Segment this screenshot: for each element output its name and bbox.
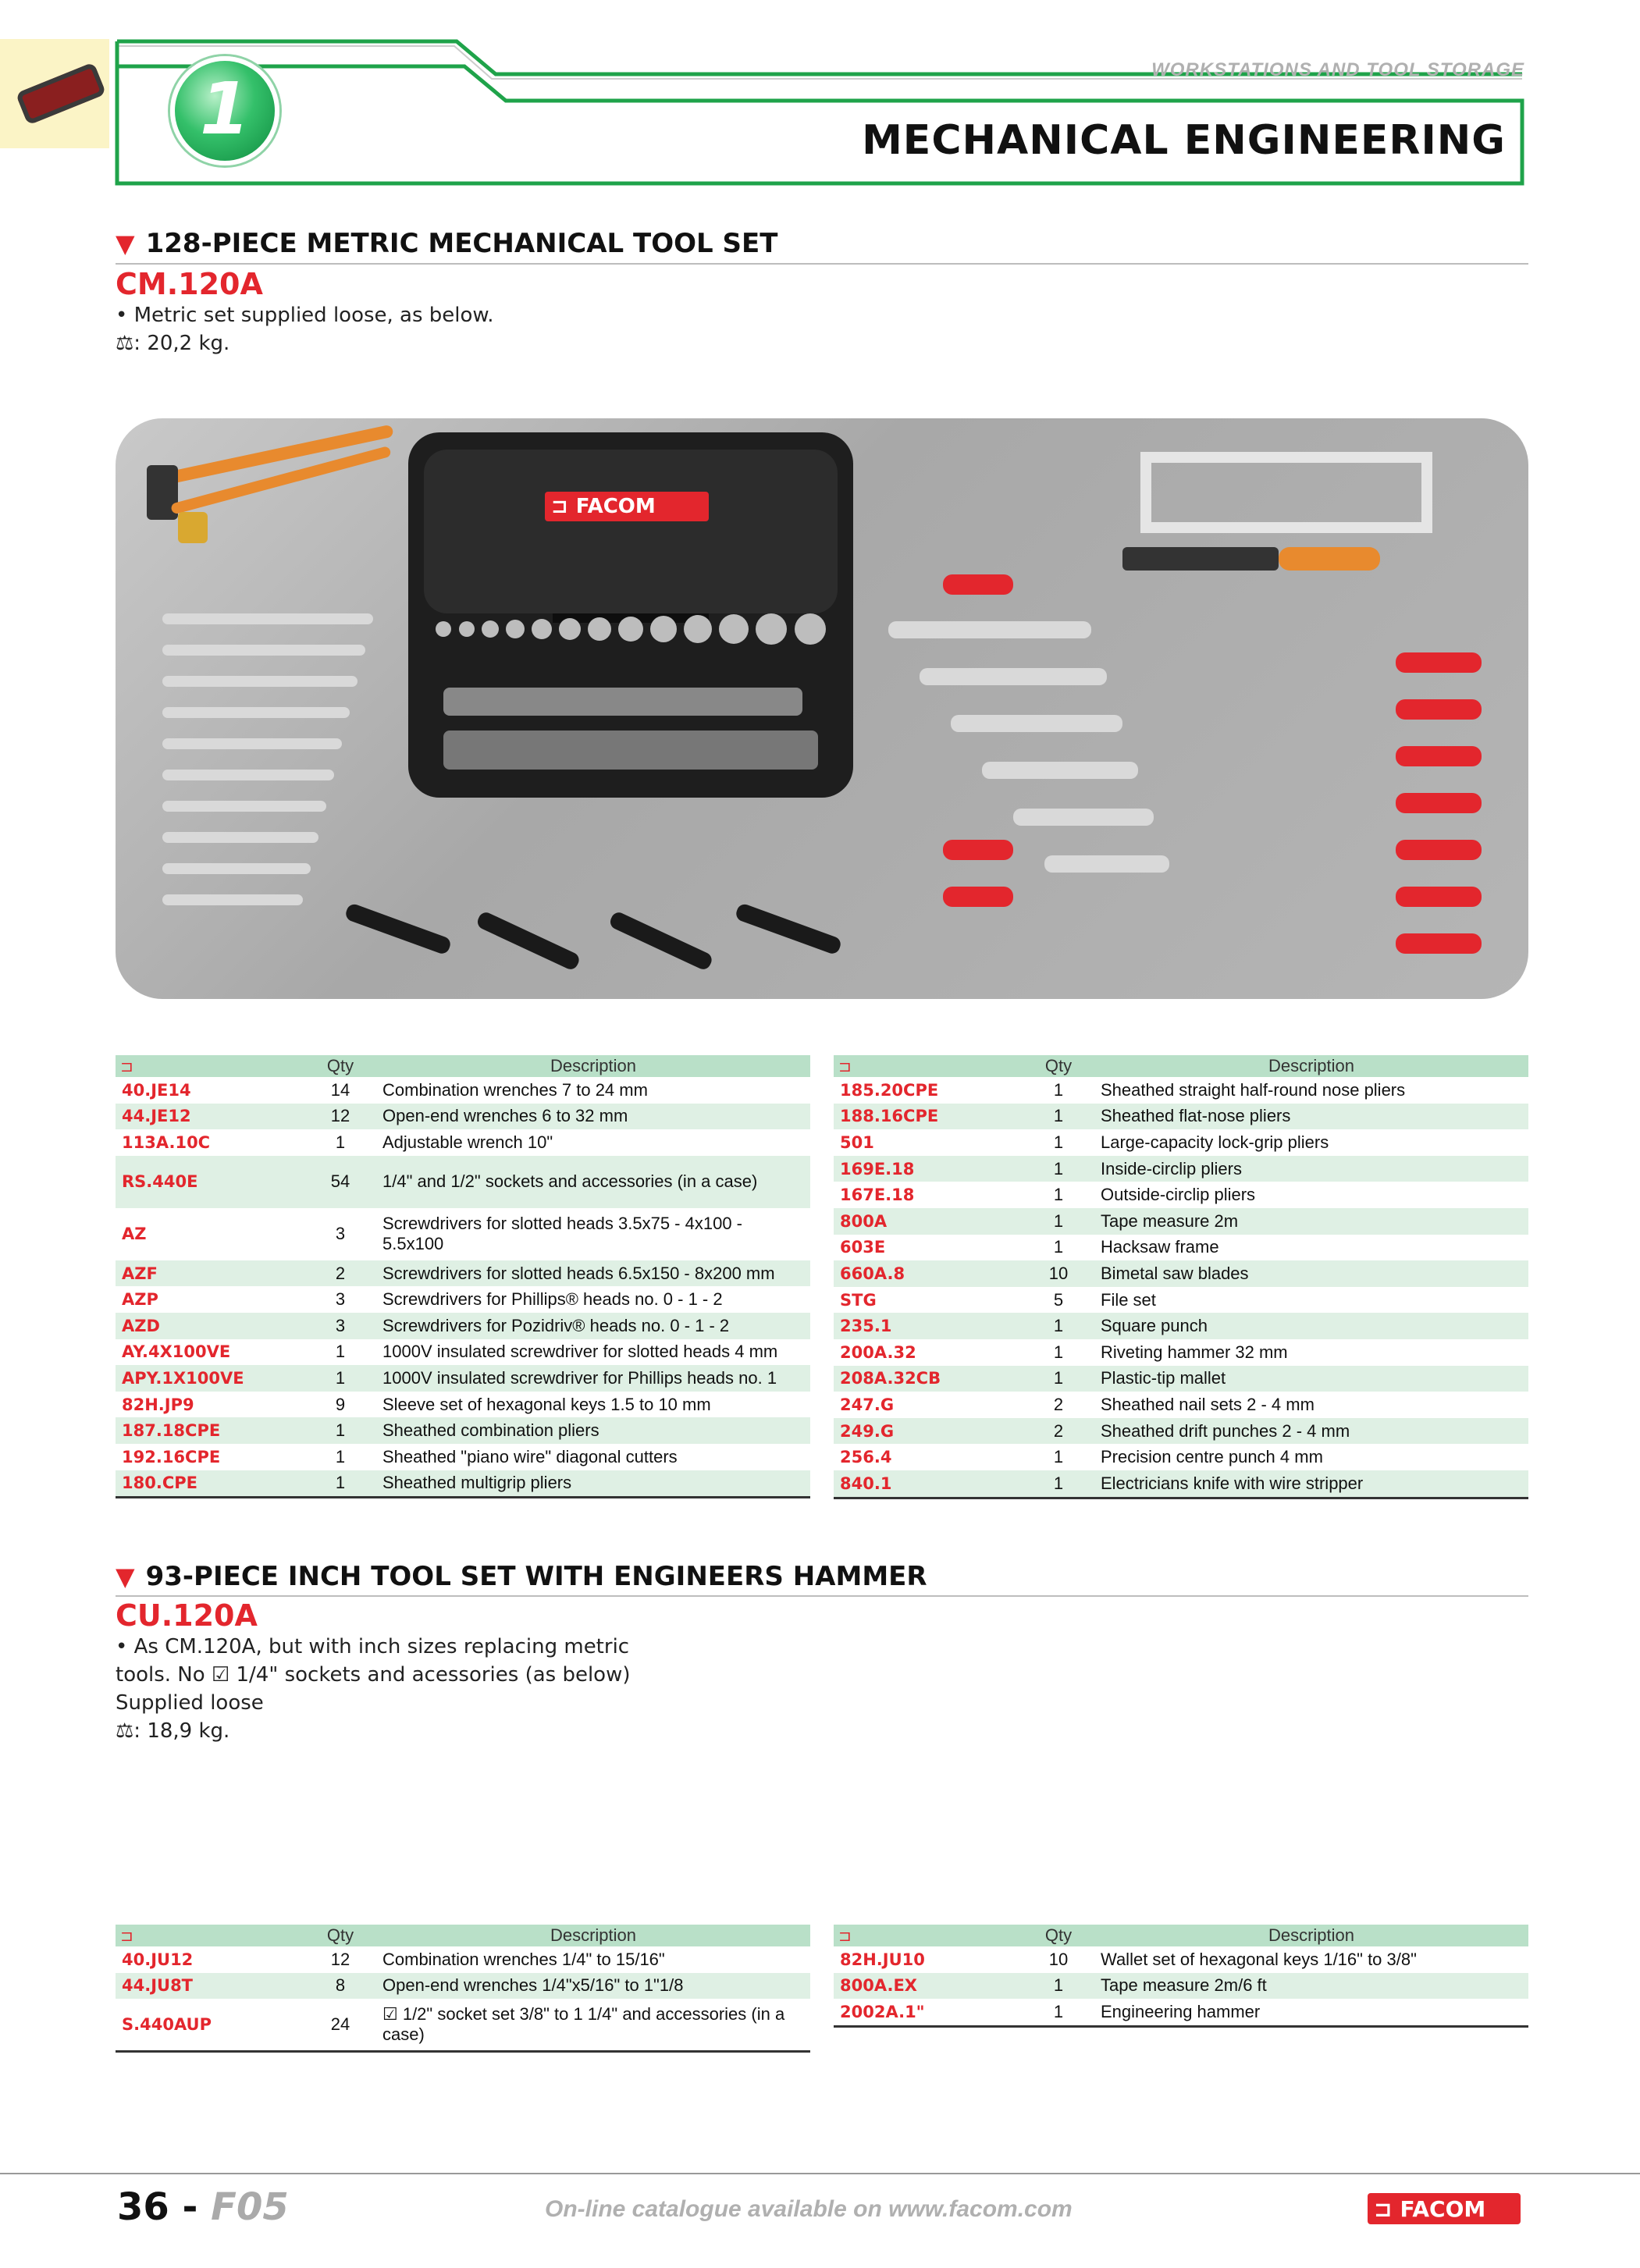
product-reference: 800A <box>834 1208 1023 1235</box>
product-reference: 185.20CPE <box>840 1080 939 1100</box>
quantity: 1 <box>304 1417 376 1444</box>
quantity: 1 <box>304 1470 376 1498</box>
set1-reference: CM.120A <box>116 267 263 301</box>
quantity: 10 <box>1023 1260 1094 1287</box>
description: Plastic-tip mallet <box>1094 1366 1528 1392</box>
table-row <box>116 1946 810 1973</box>
table-row <box>116 1129 810 1156</box>
chapter-number: 1 <box>199 67 250 151</box>
quantity: 1 <box>1053 1447 1064 1467</box>
product-reference: 247.G <box>840 1395 895 1414</box>
table-row <box>116 1470 810 1498</box>
facom-logo: ⊐ FACOM <box>1368 2193 1521 2224</box>
quantity: 2 <box>1053 1394 1064 1414</box>
table-row <box>116 1104 810 1130</box>
product-reference: 188.16CPE <box>834 1104 1023 1130</box>
quantity: 1 <box>335 1342 346 1362</box>
table-row <box>116 1999 810 2051</box>
table-row <box>116 1444 810 1470</box>
table-row <box>834 1999 1528 2026</box>
table-row <box>834 1313 1528 1339</box>
footer-divider <box>0 2173 1640 2174</box>
description: Screwdrivers for Phillips® heads no. 0 - 1 - 2 <box>382 1289 723 1310</box>
description: ☑ 1/2" socket set 3/8" to 1 1/4" and accessories (in a case) <box>376 1999 810 2051</box>
table-row <box>834 1260 1528 1287</box>
product-reference: AZF <box>116 1260 304 1287</box>
description: Open-end wrenches 1/4"x5/16" to 1"1/8 <box>376 1973 810 2000</box>
online-catalogue-link[interactable]: On-line catalogue available on www.facom.com <box>545 2196 1073 2222</box>
photo-facom-logo: ⊐ FACOM <box>545 492 709 521</box>
product-reference: 169E.18 <box>834 1156 1023 1182</box>
table-row <box>116 1208 810 1260</box>
description: Open-end wrenches 6 to 32 mm <box>376 1104 810 1130</box>
table-row <box>834 1946 1528 1973</box>
product-reference: RS.440E <box>116 1156 304 1208</box>
quantity: 5 <box>1053 1289 1064 1310</box>
quantity: 12 <box>304 1104 376 1130</box>
product-reference: STG <box>840 1290 877 1310</box>
product-reference: 256.4 <box>840 1448 892 1467</box>
description: Square punch <box>1094 1313 1528 1339</box>
page-code: F05 <box>211 2185 289 2229</box>
set1-description: • Metric set supplied loose, as below. <box>116 304 494 327</box>
set2-table-left <box>116 1925 810 2053</box>
table-row <box>834 1366 1528 1392</box>
description: Sheathed combination pliers <box>376 1417 810 1444</box>
description: Screwdrivers for slotted heads 3.5x75 - 4x100 - 5.5x100 <box>382 1214 743 1254</box>
triangle-marker-icon: ▼ <box>116 229 135 258</box>
description: Sheathed nail sets 2 - 4 mm <box>1101 1394 1314 1414</box>
page-number: 36 - F05 <box>117 2185 289 2229</box>
description: Sheathed "piano wire" diagonal cutters <box>382 1446 678 1466</box>
description: Riveting hammer 32 mm <box>1101 1342 1288 1362</box>
table-row <box>834 1470 1528 1498</box>
table-row <box>834 1418 1528 1445</box>
quantity: 3 <box>335 1224 346 1244</box>
product-reference: S.440AUP <box>116 1999 304 2051</box>
table-row <box>834 1077 1528 1104</box>
set1-table-left <box>116 1055 810 1498</box>
description: File set <box>1101 1289 1156 1310</box>
quantity: 1 <box>304 1365 376 1392</box>
description: Tape measure 2m/6 ft <box>1094 1973 1528 2000</box>
product-reference: AZP <box>122 1290 158 1310</box>
quantity: 8 <box>304 1973 376 2000</box>
quantity: 3 <box>304 1313 376 1339</box>
product-reference: 167E.18 <box>840 1186 915 1205</box>
product-reference: 208A.32CB <box>834 1366 1023 1392</box>
column-header-reference: ⊐ <box>116 1925 304 1946</box>
product-reference: 82H.JP9 <box>122 1395 194 1414</box>
quantity: 1 <box>1023 1156 1094 1182</box>
table-row <box>834 1208 1528 1235</box>
table-row <box>116 1973 810 2000</box>
table-row <box>116 1286 810 1313</box>
product-reference: AY.4X100VE <box>122 1342 231 1362</box>
description: Tape measure 2m <box>1094 1208 1528 1235</box>
product-reference: APY.1X100VE <box>116 1365 304 1392</box>
product-reference: 44.JE12 <box>116 1104 304 1130</box>
description: Large-capacity lock-grip pliers <box>1101 1132 1329 1152</box>
table-row <box>116 1392 810 1418</box>
description: Adjustable wrench 10" <box>382 1132 553 1152</box>
quantity: 1 <box>1023 1470 1094 1498</box>
description: Sleeve set of hexagonal keys 1.5 to 10 mm <box>382 1394 711 1414</box>
set2-description-line-3: Supplied loose <box>116 1691 264 1715</box>
product-reference: 113A.10C <box>122 1132 211 1152</box>
table-row <box>116 1339 810 1366</box>
table-row <box>834 1129 1528 1156</box>
table-row <box>116 1417 810 1444</box>
description: Precision centre punch 4 mm <box>1101 1447 1323 1467</box>
product-reference: 44.JU8T <box>116 1973 304 2000</box>
quantity: 2 <box>1023 1418 1094 1445</box>
table-row <box>116 1260 810 1287</box>
description: Bimetal saw blades <box>1094 1260 1528 1287</box>
set2-table-right <box>834 1925 1528 2028</box>
quantity: 9 <box>335 1394 346 1414</box>
product-reference: 235.1 <box>834 1313 1023 1339</box>
quantity: 10 <box>1048 1949 1069 1969</box>
product-reference: 200A.32 <box>840 1342 916 1362</box>
product-reference: 180.CPE <box>116 1470 304 1498</box>
table-row <box>834 1156 1528 1182</box>
quantity: 1 <box>1023 1104 1094 1130</box>
set2-description-line-1: • As CM.120A, but with inch sizes replacing metric <box>116 1635 630 1658</box>
chapter-number-badge <box>170 56 279 165</box>
description: 1000V insulated screwdriver for slotted heads 4 mm <box>382 1342 778 1362</box>
quantity: 1 <box>1023 1366 1094 1392</box>
table-row <box>834 1182 1528 1208</box>
description: Sheathed drift punches 2 - 4 mm <box>1094 1418 1528 1445</box>
product-reference: 40.JE14 <box>122 1080 191 1100</box>
table-row <box>834 1339 1528 1366</box>
quantity: 1 <box>1023 1313 1094 1339</box>
table-row <box>834 1235 1528 1261</box>
set2-weight: ⚖: 18,9 kg. <box>116 1719 230 1743</box>
table-row <box>834 1973 1528 2000</box>
description: Combination wrenches 1/4" to 15/16" <box>382 1949 665 1969</box>
section-tag: WORKSTATIONS AND TOOL STORAGE <box>1151 59 1524 80</box>
description: 1000V insulated screwdriver for Phillips heads no. 1 <box>376 1365 810 1392</box>
quantity: 1 <box>1053 1237 1064 1257</box>
divider <box>116 263 1528 265</box>
column-header-description: Description <box>1094 1925 1528 1946</box>
set1-weight: ⚖: 20,2 kg. <box>116 332 230 355</box>
quantity: 1 <box>1023 1208 1094 1235</box>
quantity: 24 <box>304 1999 376 2051</box>
table-row <box>834 1392 1528 1418</box>
product-reference: 249.G <box>834 1418 1023 1445</box>
quantity: 1 <box>1053 1342 1064 1362</box>
triangle-marker-icon: ▼ <box>116 1562 135 1591</box>
description: Sheathed flat-nose pliers <box>1094 1104 1528 1130</box>
description: Combination wrenches 7 to 24 mm <box>382 1079 648 1100</box>
column-header-qty: Qty <box>304 1925 376 1946</box>
description: Sheathed straight half-round nose pliers <box>1101 1079 1406 1100</box>
column-header-description: Description <box>376 1055 810 1077</box>
set1-title: ▼ 128-PIECE METRIC MECHANICAL TOOL SET <box>116 228 778 259</box>
column-header-reference: ⊐ <box>834 1925 1023 1946</box>
description: 1/4" and 1/2" sockets and accessories (in a case) <box>376 1156 810 1208</box>
description: Screwdrivers for Pozidriv® heads no. 0 - 1 - 2 <box>376 1313 810 1339</box>
description: Inside-circlip pliers <box>1094 1156 1528 1182</box>
table-row <box>116 1077 810 1104</box>
quantity: 54 <box>304 1156 376 1208</box>
column-header-description: Description <box>1094 1055 1528 1077</box>
quantity: 12 <box>330 1949 350 1969</box>
quantity: 1 <box>1053 1079 1064 1100</box>
quantity: 1 <box>1053 1185 1064 1205</box>
product-reference: 40.JU12 <box>122 1950 194 1969</box>
quantity: 14 <box>330 1079 350 1100</box>
description: Electricians knife with wire stripper <box>1094 1470 1528 1498</box>
column-header-qty: Qty <box>1023 1055 1094 1077</box>
set2-title: ▼ 93-PIECE INCH TOOL SET WITH ENGINEERS HAMMER <box>116 1561 927 1592</box>
set1-table-right <box>834 1055 1528 1499</box>
quantity: 1 <box>1053 1132 1064 1152</box>
product-reference: 2002A.1" <box>834 1999 1023 2026</box>
quantity: 1 <box>1023 1973 1094 2000</box>
column-header-description: Description <box>376 1925 810 1946</box>
product-reference: 660A.8 <box>834 1260 1023 1287</box>
description: Hacksaw frame <box>1101 1237 1219 1257</box>
description: Outside-circlip pliers <box>1101 1185 1256 1205</box>
product-reference: 192.16CPE <box>122 1447 221 1466</box>
table-row <box>834 1444 1528 1470</box>
column-header-qty: Qty <box>304 1055 376 1077</box>
table-row <box>116 1365 810 1392</box>
table-row <box>116 1313 810 1339</box>
product-reference: 187.18CPE <box>116 1417 304 1444</box>
product-photo <box>116 418 1528 999</box>
quantity: 1 <box>335 1132 346 1152</box>
set2-description-line-2: tools. No ☑ 1/4" sockets and acessories (as below) <box>116 1663 631 1687</box>
description: Engineering hammer <box>1094 1999 1528 2026</box>
product-reference: 603E <box>840 1238 886 1257</box>
quantity: 1 <box>335 1446 346 1466</box>
quantity: 2 <box>304 1260 376 1287</box>
product-reference: 82H.JU10 <box>840 1950 925 1969</box>
table-row <box>834 1287 1528 1314</box>
header-frame <box>109 35 1530 191</box>
description: Wallet set of hexagonal keys 1/16" to 3/8" <box>1101 1949 1417 1969</box>
tool-set-illustration <box>116 418 1528 999</box>
product-reference: AZD <box>116 1313 304 1339</box>
quantity: 1 <box>1023 1999 1094 2026</box>
product-reference: 840.1 <box>834 1470 1023 1498</box>
column-header-reference: ⊐ <box>834 1055 1023 1077</box>
page-title: MECHANICAL ENGINEERING <box>862 117 1506 164</box>
product-reference: AZ <box>122 1225 147 1244</box>
product-reference: 800A.EX <box>834 1973 1023 2000</box>
description: Sheathed multigrip pliers <box>376 1470 810 1498</box>
set2-reference: CU.120A <box>116 1598 258 1633</box>
table-row <box>116 1156 810 1208</box>
divider <box>116 1595 1528 1597</box>
description: Screwdrivers for slotted heads 6.5x150 - 8x200 mm <box>376 1260 810 1287</box>
table-row <box>834 1104 1528 1130</box>
column-header-reference: ⊐ <box>116 1055 304 1077</box>
column-header-qty: Qty <box>1023 1925 1094 1946</box>
quantity: 3 <box>335 1289 346 1310</box>
product-reference: 501 <box>840 1132 874 1152</box>
